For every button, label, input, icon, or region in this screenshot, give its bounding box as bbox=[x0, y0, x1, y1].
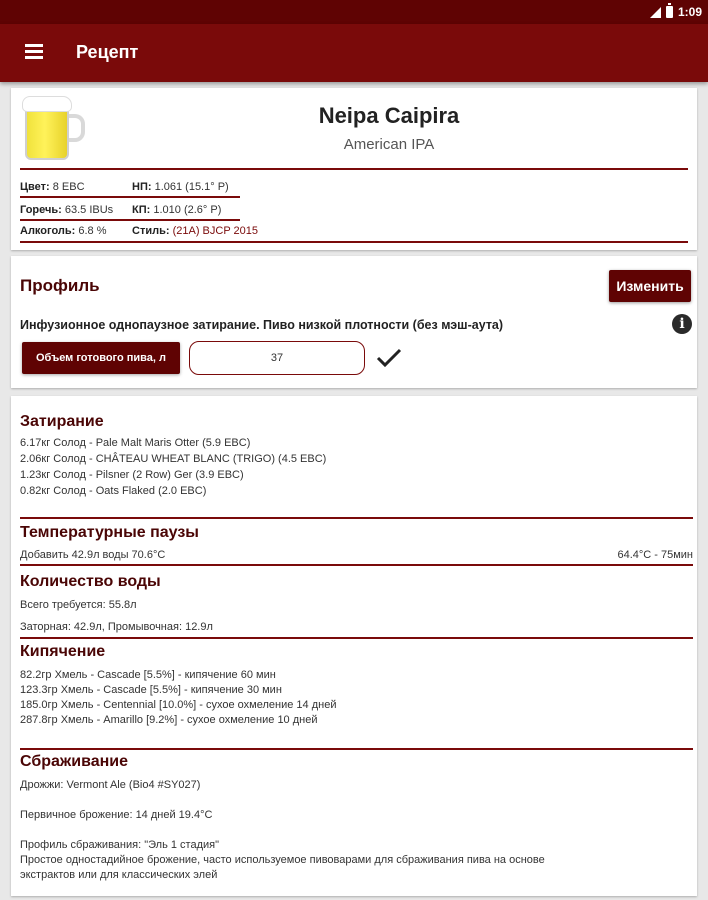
rests-title: Температурные паузы bbox=[20, 524, 199, 541]
stat-style: Стиль: (21A) BJCP 2015 bbox=[132, 225, 258, 237]
rest-temp-time: 64.4°C - 75мин bbox=[617, 549, 693, 561]
recipe-header-card bbox=[11, 88, 697, 250]
status-bar bbox=[0, 0, 708, 24]
list-item: 2.06кг Солод - CHÂTEAU WHEAT BLANC (TRIGO) (4.5 EBC) bbox=[20, 453, 327, 465]
stat-fg: КП: 1.010 (2.6° P) bbox=[132, 204, 222, 216]
stat-og: НП: 1.061 (15.1° P) bbox=[132, 181, 229, 193]
divider bbox=[20, 168, 688, 170]
list-item: 1.23кг Солод - Pilsner (2 Row) Ger (3.9 EBC) bbox=[20, 469, 244, 481]
menu-icon[interactable] bbox=[25, 44, 43, 60]
divider bbox=[20, 637, 693, 639]
list-item: 185.0гр Хмель - Centennial [10.0%] - сухое охмеление 14 дней bbox=[20, 699, 337, 711]
ferment-profile: Профиль сбраживания: "Эль 1 стадия" bbox=[20, 839, 219, 851]
volume-input[interactable] bbox=[189, 341, 365, 375]
divider bbox=[20, 196, 240, 198]
water-title: Количество воды bbox=[20, 573, 161, 590]
list-item: 82.2гр Хмель - Cascade [5.5%] - кипячение 60 мин bbox=[20, 669, 276, 681]
ferment-description: Простое одностадийное брожение, часто используемое пивоварами для сбраживания пива на основе bbox=[20, 854, 545, 866]
divider bbox=[20, 517, 693, 519]
recipe-details-card bbox=[11, 396, 697, 896]
divider bbox=[20, 564, 693, 566]
ferment-title: Сбраживание bbox=[20, 753, 128, 770]
page-title: Рецепт bbox=[76, 42, 139, 62]
status-icons bbox=[650, 5, 702, 19]
divider bbox=[20, 219, 240, 221]
volume-label: Объем готового пива, л bbox=[22, 342, 180, 374]
profile-card bbox=[11, 256, 697, 388]
check-icon[interactable] bbox=[375, 346, 403, 370]
edit-button[interactable]: Изменить bbox=[609, 270, 691, 302]
signal-icon bbox=[650, 7, 661, 18]
water-split: Заторная: 42.9л, Промывочная: 12.9л bbox=[20, 621, 213, 633]
status-time: 1:09 bbox=[677, 5, 702, 19]
mash-title: Затирание bbox=[20, 413, 104, 430]
ferment-description: экстрактов или для классических элей bbox=[20, 869, 218, 881]
list-item: 123.3гр Хмель - Cascade [5.5%] - кипячение 30 мин bbox=[20, 684, 282, 696]
boil-title: Кипячение bbox=[20, 643, 106, 660]
list-item: 0.82кг Солод - Oats Flaked (2.0 EBC) bbox=[20, 485, 207, 497]
stat-ibu: Горечь: 63.5 IBUs bbox=[20, 204, 114, 216]
water-total: Всего требуется: 55.8л bbox=[20, 599, 137, 611]
recipe-style: American IPA bbox=[343, 136, 435, 153]
ferment-primary: Первичное брожение: 14 дней 19.4°C bbox=[20, 809, 213, 821]
list-item: 6.17кг Солод - Pale Malt Maris Otter (5.9 EBC) bbox=[20, 437, 251, 449]
ferment-yeast: Дрожжи: Vermont Ale (Bio4 #SY027) bbox=[20, 779, 201, 791]
divider bbox=[20, 748, 693, 750]
recipe-name: Neipa Caipira bbox=[318, 103, 460, 128]
list-item: 287.8гр Хмель - Amarillo [9.2%] - сухое охмеление 10 дней bbox=[20, 714, 318, 726]
rest-step: Добавить 42.9л воды 70.6°C bbox=[20, 549, 166, 561]
profile-title: Профиль bbox=[20, 276, 100, 295]
battery-icon bbox=[666, 6, 673, 18]
profile-description: Инфузионное однопаузное затирание. Пиво низкой плотности (без мэш-аута) bbox=[20, 318, 504, 332]
info-icon[interactable]: i bbox=[672, 314, 692, 334]
app-bar bbox=[0, 24, 708, 82]
divider bbox=[20, 241, 688, 243]
stat-abv: Алкоголь: 6.8 % bbox=[20, 225, 107, 237]
stat-color: Цвет: 8 EBC bbox=[20, 181, 85, 193]
